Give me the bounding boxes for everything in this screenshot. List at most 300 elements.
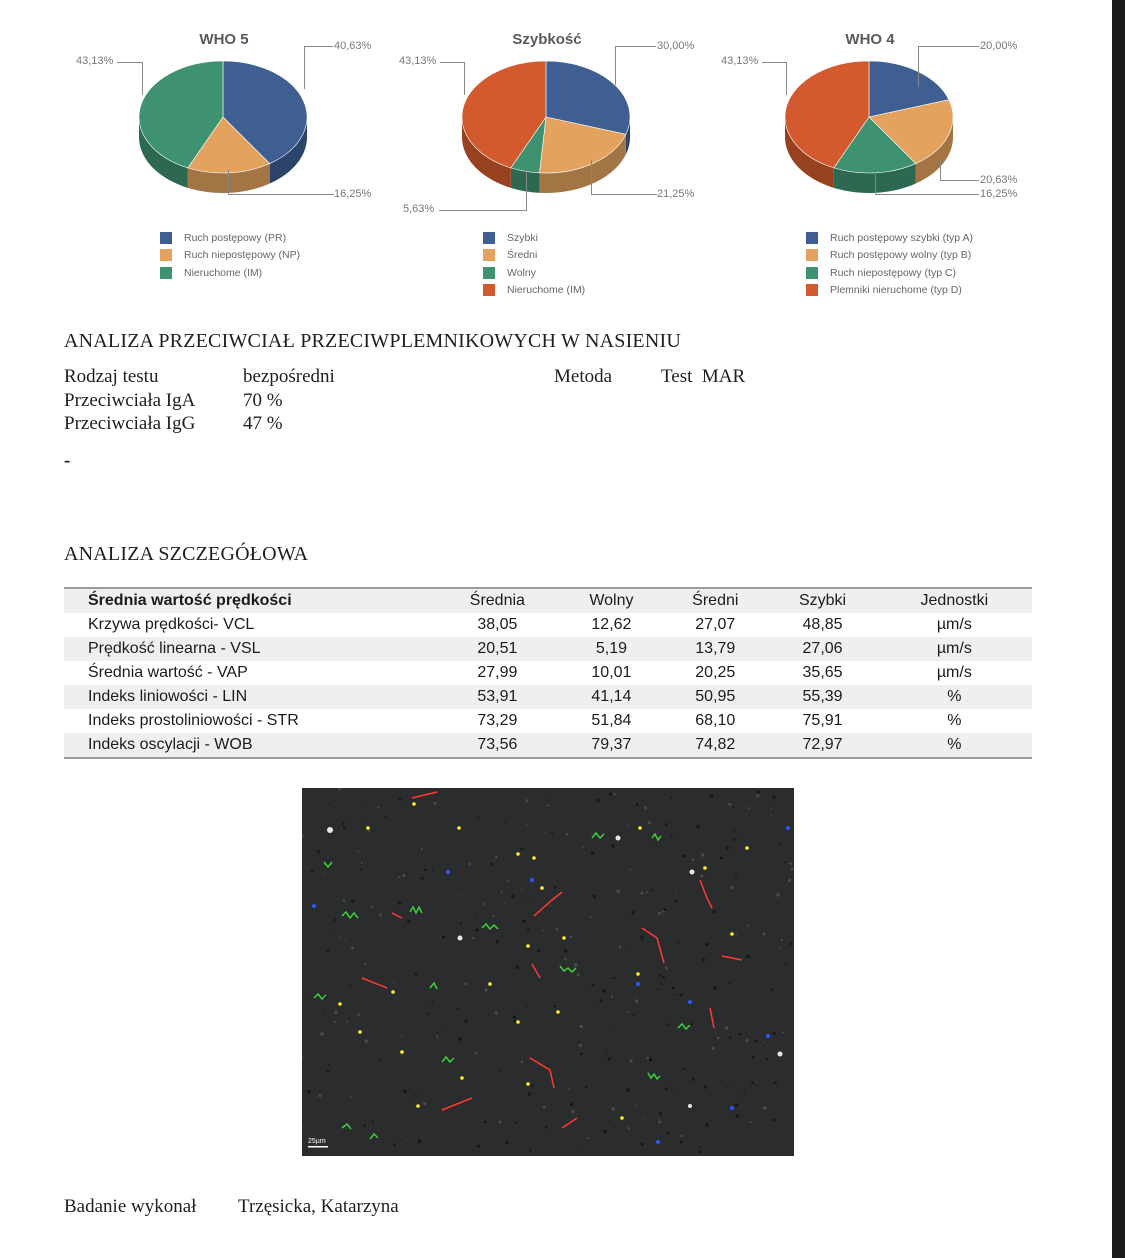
background-speck (357, 1014, 360, 1017)
method-label: Metoda (554, 366, 613, 387)
background-speck (590, 916, 592, 918)
table-cell: Krzywa prędkości- VCL (88, 616, 255, 633)
background-speck (526, 1005, 528, 1007)
table-row (64, 613, 1032, 637)
background-speck (605, 1053, 607, 1055)
table-header: Wolny (589, 592, 634, 609)
background-speck (522, 920, 525, 923)
background-speck (543, 930, 545, 932)
background-speck (665, 1087, 668, 1090)
table-row (64, 637, 1032, 661)
background-speck (506, 1141, 509, 1144)
background-speck (574, 963, 578, 967)
background-speck (456, 1008, 459, 1011)
background-speck (402, 874, 405, 877)
table-header: Jednostki (920, 592, 989, 609)
background-speck (585, 1085, 588, 1088)
background-speck (671, 834, 673, 836)
background-speck (442, 936, 445, 939)
background-speck (591, 984, 594, 987)
background-speck (432, 869, 434, 871)
background-speck (773, 1119, 776, 1122)
background-speck (500, 1019, 501, 1020)
background-speck (431, 1001, 433, 1003)
table-cell: 50,95 (695, 688, 736, 705)
background-speck (529, 1149, 531, 1151)
background-speck (458, 1037, 461, 1040)
background-speck (658, 912, 661, 915)
legend-item: Plemniki nieruchome (typ D) (806, 282, 973, 300)
background-speck (306, 867, 307, 868)
background-speck (667, 1132, 670, 1135)
background-speck (738, 834, 740, 836)
background-speck (437, 1032, 439, 1034)
background-speck (608, 1029, 609, 1030)
legend-swatch (806, 284, 818, 296)
background-speck (626, 945, 627, 946)
background-speck (418, 1140, 421, 1143)
background-speck (704, 1086, 707, 1089)
background-speck (673, 1090, 674, 1091)
background-speck (737, 993, 739, 995)
leader-line (228, 170, 334, 195)
background-speck (520, 1060, 523, 1063)
background-speck (729, 1036, 731, 1038)
background-speck (545, 832, 546, 833)
background-speck (368, 830, 370, 832)
background-speck (745, 1039, 748, 1042)
background-speck (323, 1013, 325, 1015)
background-speck (464, 1020, 467, 1023)
background-speck (725, 1026, 729, 1030)
performed-by-value: Trzęsicka, Katarzyna (238, 1196, 399, 1217)
background-speck (683, 855, 686, 858)
antibody-section-title: ANALIZA PRZECIWCIAŁ PRZECIWPLEMNIKOWYCH W NASIENIU (64, 330, 681, 352)
background-speck (496, 940, 499, 943)
background-speck (379, 1059, 381, 1061)
pct-label: 43,13% (399, 55, 437, 67)
igg-value: 47 % (243, 413, 283, 434)
background-speck (602, 989, 605, 992)
background-speck (714, 986, 717, 989)
table-cell: 27,06 (802, 640, 843, 657)
background-speck (774, 1081, 777, 1084)
background-speck (609, 792, 612, 795)
background-speck (619, 945, 622, 948)
background-speck (641, 1143, 644, 1146)
background-speck (683, 1068, 685, 1070)
background-speck (790, 942, 793, 945)
background-speck (696, 850, 697, 851)
background-speck (679, 993, 682, 996)
legend-item: Ruch niepostępowy (typ C) (806, 264, 973, 282)
background-speck (728, 803, 731, 806)
background-speck (464, 982, 467, 985)
background-speck (401, 799, 403, 801)
test-type-value: bezpośredni (243, 366, 335, 387)
background-speck (360, 868, 362, 870)
chart-title-speed: Szybkość (512, 31, 582, 48)
background-speck (498, 1070, 500, 1072)
table-cell: 51,84 (591, 712, 632, 729)
background-speck (750, 1121, 752, 1123)
table-cell: % (947, 688, 962, 705)
leader-line (304, 46, 333, 89)
background-speck (579, 1044, 582, 1047)
background-speck (788, 879, 791, 882)
microscope-background (302, 788, 794, 1156)
background-speck (776, 893, 780, 897)
legend-item: Szybki (483, 229, 585, 247)
table-cell: 73,56 (477, 736, 518, 753)
legend-item: Ruch postępowy szybki (typ A) (806, 229, 973, 247)
legend-item: Ruch niepostępowy (NP) (160, 247, 300, 265)
table-cell: Indeks oscylacji - WOB (88, 736, 253, 753)
background-speck (636, 803, 639, 806)
background-speck (665, 823, 668, 826)
background-speck (511, 895, 514, 898)
background-speck (567, 1088, 569, 1090)
table-cell: 38,05 (477, 616, 518, 633)
table-cell: % (947, 736, 962, 753)
background-speck (613, 793, 616, 796)
background-speck (537, 949, 540, 952)
background-speck (634, 861, 635, 862)
background-speck (398, 901, 402, 905)
table-cell: Indeks prostoliniowości - STR (88, 712, 299, 729)
background-speck (746, 955, 749, 958)
background-speck (505, 903, 506, 904)
background-speck (520, 848, 523, 851)
chart-title-who5: WHO 5 (199, 31, 249, 48)
background-speck (616, 890, 619, 893)
background-speck (364, 963, 366, 965)
pct-label: 30,00% (657, 40, 695, 52)
background-speck (710, 794, 713, 797)
background-speck (307, 1090, 310, 1093)
background-speck (403, 925, 405, 927)
background-speck (631, 911, 634, 914)
background-speck (690, 1023, 693, 1026)
background-speck (493, 859, 494, 860)
background-speck (666, 1023, 668, 1025)
background-speck (343, 899, 346, 902)
background-speck (385, 816, 387, 818)
background-speck (767, 1045, 769, 1047)
background-speck (341, 827, 342, 828)
legend-swatch (483, 232, 495, 244)
table-cell: Średnia wartość - VAP (88, 664, 248, 681)
background-speck (477, 1145, 480, 1148)
background-speck (516, 965, 520, 969)
table-cell: 27,07 (695, 616, 736, 633)
background-speck (757, 790, 760, 793)
background-speck (755, 1084, 757, 1086)
legend-item: Wolny (483, 264, 585, 282)
background-speck (675, 900, 678, 903)
background-speck (611, 844, 614, 847)
background-speck (350, 1096, 352, 1098)
background-speck (459, 922, 462, 925)
legend-swatch (160, 249, 172, 261)
leader-line (440, 62, 465, 95)
table-header: Średnia wartość prędkości (88, 592, 292, 609)
background-speck (515, 1122, 517, 1124)
scale-bar-label: 25µm (308, 1138, 326, 1145)
background-speck (495, 856, 498, 859)
background-speck (424, 869, 427, 872)
background-speck (570, 935, 573, 938)
table-row (64, 685, 1032, 709)
legend-who4 (806, 229, 973, 299)
table-cell: Indeks liniowości - LIN (88, 688, 248, 705)
dash-mark: - (64, 450, 71, 471)
background-speck (763, 1042, 765, 1044)
table-cell: 27,99 (477, 664, 518, 681)
background-speck (505, 821, 507, 823)
background-speck (546, 799, 547, 800)
background-speck (483, 903, 485, 905)
table-cell: Prędkość linearna - VSL (88, 640, 261, 657)
background-speck (595, 1019, 596, 1020)
background-speck (721, 985, 722, 986)
table-cell: 73,29 (477, 712, 518, 729)
table-cell: 53,91 (477, 688, 518, 705)
background-speck (498, 1121, 501, 1124)
background-speck (349, 984, 351, 986)
background-speck (670, 797, 672, 799)
background-speck (735, 934, 737, 936)
background-speck (564, 949, 567, 952)
table-row (64, 661, 1032, 685)
background-speck (361, 820, 362, 821)
background-speck (692, 1110, 693, 1111)
background-speck (636, 1105, 638, 1107)
background-speck (635, 999, 638, 1002)
background-speck (784, 861, 786, 863)
background-speck (472, 937, 474, 939)
background-speck (468, 863, 471, 866)
background-speck (582, 847, 584, 849)
table-cell: 55,39 (802, 688, 843, 705)
background-speck (752, 1056, 755, 1059)
background-speck (626, 825, 628, 827)
background-speck (501, 891, 503, 893)
background-speck (477, 816, 479, 818)
background-speck (433, 802, 436, 805)
background-speck (597, 799, 600, 802)
pct-label: 40,63% (334, 40, 372, 52)
background-speck (564, 958, 567, 961)
background-speck (701, 853, 704, 856)
background-speck (527, 929, 530, 932)
background-speck (343, 826, 346, 829)
background-speck (769, 801, 771, 803)
background-speck (646, 891, 648, 893)
background-speck (554, 886, 557, 889)
table-cell: µm/s (936, 616, 972, 633)
background-speck (571, 1110, 574, 1113)
background-speck (577, 973, 580, 976)
background-speck (626, 1088, 629, 1091)
legend-swatch (160, 267, 172, 279)
background-speck (675, 994, 676, 995)
background-speck (772, 796, 775, 799)
background-speck (660, 1110, 661, 1111)
background-speck (692, 1078, 695, 1081)
scale-bar (308, 1146, 328, 1148)
background-speck (789, 862, 792, 865)
test-type-label: Rodzaj testu (64, 366, 159, 387)
background-speck (319, 1094, 322, 1097)
background-speck (646, 1057, 649, 1060)
background-speck (398, 798, 400, 800)
legend-item: Ruch postępowy wolny (typ B) (806, 247, 973, 265)
background-speck (415, 1095, 417, 1097)
background-speck (733, 830, 735, 832)
pct-label: 16,25% (334, 188, 372, 200)
background-speck (475, 928, 478, 931)
background-speck (527, 897, 529, 899)
leader-line (439, 170, 527, 211)
background-speck (657, 988, 659, 990)
background-speck (398, 876, 400, 878)
background-speck (379, 913, 382, 916)
background-speck (556, 928, 558, 930)
background-speck (551, 832, 553, 834)
table-cell: 72,97 (802, 736, 843, 753)
background-speck (778, 843, 780, 845)
background-speck (748, 807, 750, 809)
background-speck (309, 994, 310, 995)
background-speck (490, 863, 493, 866)
background-speck (632, 1014, 634, 1016)
background-speck (474, 1052, 476, 1054)
background-speck (770, 814, 772, 816)
legend-who5 (160, 229, 300, 282)
velocity-table (64, 587, 1032, 759)
background-speck (581, 1148, 582, 1149)
legend-swatch (160, 232, 172, 244)
background-speck (615, 1127, 616, 1128)
background-speck (329, 932, 330, 933)
background-speck (611, 1107, 614, 1110)
background-speck (642, 1118, 644, 1120)
table-cell: 12,62 (591, 616, 632, 633)
background-speck (628, 1127, 630, 1129)
background-speck (677, 942, 679, 944)
background-speck (361, 862, 363, 864)
background-speck (320, 1032, 324, 1036)
background-speck (485, 989, 488, 992)
background-speck (423, 1102, 426, 1105)
background-speck (628, 1011, 630, 1013)
legend-swatch (483, 284, 495, 296)
background-speck (326, 1070, 329, 1073)
table-cell: 41,14 (591, 688, 632, 705)
background-speck (698, 1150, 701, 1153)
background-speck (705, 943, 708, 946)
background-speck (576, 1006, 577, 1007)
legend-swatch (806, 232, 818, 244)
background-speck (664, 908, 667, 911)
background-speck (526, 799, 529, 802)
background-speck (785, 962, 787, 964)
background-speck (546, 1065, 547, 1066)
background-speck (728, 983, 730, 985)
iga-value: 70 % (243, 390, 283, 411)
background-speck (700, 874, 703, 877)
background-speck (672, 986, 675, 989)
background-speck (473, 904, 474, 905)
background-speck (662, 976, 665, 979)
table-cell: 20,25 (695, 664, 736, 681)
background-speck (716, 1015, 717, 1016)
table-cell: 48,85 (802, 616, 843, 633)
background-speck (640, 936, 643, 939)
background-speck (665, 967, 668, 970)
leader-line (591, 160, 657, 195)
legend-swatch (806, 267, 818, 279)
background-speck (658, 974, 661, 977)
background-speck (513, 1016, 516, 1019)
leader-line (762, 62, 787, 95)
pct-label: 43,13% (721, 55, 759, 67)
table-cell: 35,65 (802, 664, 843, 681)
background-speck (676, 889, 677, 890)
legend-swatch (806, 249, 818, 261)
background-speck (773, 1032, 776, 1035)
background-speck (650, 889, 652, 891)
table-row (64, 733, 1032, 758)
background-speck (401, 1036, 403, 1038)
background-speck (407, 920, 410, 923)
background-speck (611, 996, 613, 998)
background-speck (747, 925, 749, 927)
background-speck (334, 1021, 336, 1023)
background-speck (580, 1052, 583, 1055)
background-speck (372, 1142, 373, 1143)
background-speck (699, 1146, 701, 1148)
background-speck (475, 914, 477, 916)
table-header-row (64, 588, 1032, 613)
background-speck (339, 937, 341, 939)
background-speck (771, 808, 772, 809)
background-speck (346, 1020, 348, 1022)
background-speck (365, 1039, 368, 1042)
background-speck (756, 794, 759, 797)
table-row (64, 709, 1032, 733)
pct-label: 20,63% (980, 174, 1018, 186)
background-speck (735, 1103, 739, 1107)
background-speck (403, 1089, 406, 1092)
background-speck (644, 806, 647, 809)
background-speck (521, 889, 523, 891)
pct-label: 16,25% (980, 188, 1018, 200)
legend-swatch (483, 249, 495, 261)
iga-label: Przeciwciała IgA (64, 390, 196, 411)
background-speck (659, 1112, 662, 1115)
background-speck (351, 947, 354, 950)
background-speck (360, 967, 361, 968)
background-speck (692, 858, 695, 861)
background-speck (372, 1121, 374, 1123)
table-header: Średni (692, 592, 739, 609)
background-speck (715, 1033, 716, 1034)
background-speck (334, 1011, 337, 1014)
background-speck (531, 1084, 534, 1087)
background-speck (545, 1126, 548, 1129)
